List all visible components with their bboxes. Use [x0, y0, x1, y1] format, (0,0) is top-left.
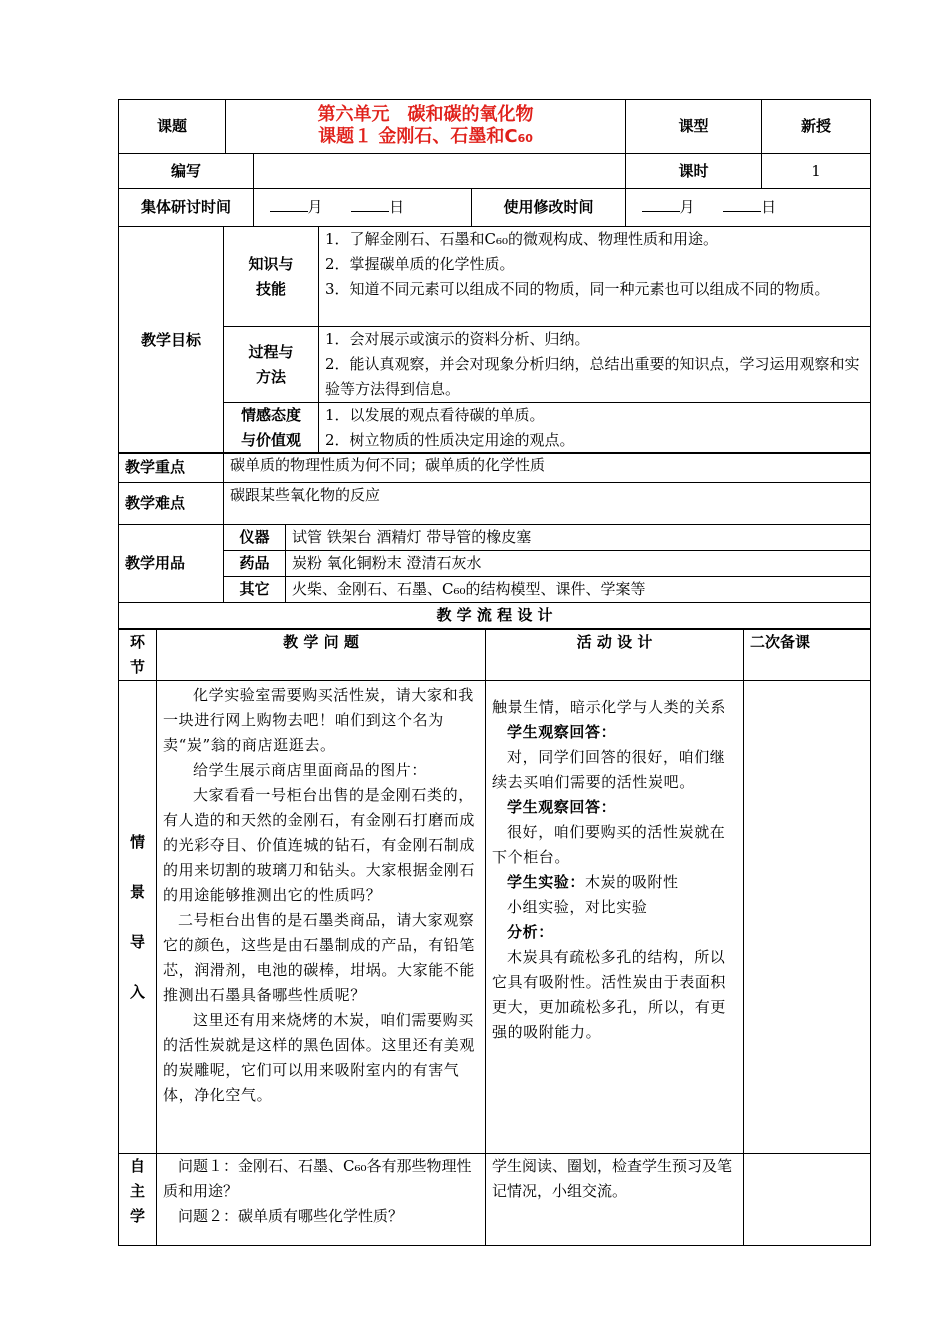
lesson-title-main: 课题１ 金刚石、石墨和C — [318, 125, 518, 147]
focus-table — [118, 452, 871, 629]
activity-text: 对，同学们回答的很好，咱们继续去买咱们需要的活性炭吧。 — [492, 748, 726, 791]
hours-value: 1 — [762, 154, 871, 189]
material-row-label: 仪器 — [224, 525, 286, 551]
course-label: 课题 — [119, 100, 226, 154]
day-text-2: 日 — [761, 198, 777, 216]
material-row-value: 试管 铁架台 酒精灯 带导管的橡皮塞 — [286, 525, 871, 551]
material-row-value: 炭粉 氧化铜粉末 澄清石灰水 — [286, 551, 871, 577]
knowledge-item: 3．知道不同元素可以组成不同的物质，同一种元素也可以组成不同的物质。 — [325, 280, 830, 298]
intro-para: 化学实验室需要购买活性炭，请大家和我一块进行网上购物去吧！咱们到这个名为卖“炭”翁的商店逛逛去。 — [163, 686, 474, 754]
material-row-value: 火柴、金刚石、石墨、C₆₀的结构模型、课件、学案等 — [286, 577, 871, 603]
intro-questions — [157, 681, 486, 1154]
intro-para: 二号柜台出售的是石墨类商品，请大家观察它的颜色，这些是由石墨制成的产品，有铅笔芯，润滑剂，电池的碳棒，坩埚。大家能不能推测出石墨具备哪些性质呢？ — [163, 911, 476, 1004]
material-row-label: 其它 — [224, 577, 286, 603]
emotion-item: 1．以发展的观点看待碳的单质。 — [325, 406, 545, 424]
flow-title: 教 学 流 程 设 计 — [119, 603, 871, 629]
lesson-title-sub: 60 — [517, 131, 533, 145]
unit-title: 第六单元 碳和碳的氧化物 — [317, 103, 534, 125]
discuss-time-value — [254, 189, 472, 227]
lesson-title — [226, 100, 626, 154]
stage-header-1: 环 — [129, 633, 145, 651]
knowledge-label-1: 知识与 — [248, 254, 294, 273]
knowledge-label — [224, 227, 319, 327]
emotion-item: 2．树立物质的性质决定用途的观点。 — [325, 431, 575, 449]
month-text-2: 月 — [679, 198, 695, 216]
focus-label: 教学重点 — [119, 453, 224, 483]
header-table — [118, 99, 871, 227]
self-study-stage — [119, 1154, 157, 1246]
month-blank — [270, 197, 308, 212]
materials-label: 教学用品 — [119, 525, 224, 603]
lesson-subtitle — [232, 126, 619, 150]
modify-time-value — [626, 189, 871, 227]
emotion-label-2: 与价值观 — [240, 431, 301, 449]
stage-char: 景 — [129, 883, 145, 901]
goals-label: 教学目标 — [119, 227, 224, 454]
activity-experiment — [492, 870, 737, 895]
intro-para: 给学生展示商店里面商品的图片： — [193, 761, 428, 779]
discuss-time-label: 集体研讨时间 — [119, 189, 254, 227]
process-label — [224, 327, 319, 403]
knowledge-item: 2．掌握碳单质的化学性质。 — [325, 255, 515, 273]
activity-label: 学生观察回答： — [507, 723, 617, 741]
day-blank-2 — [723, 197, 761, 212]
question-header: 教 学 问 题 — [157, 630, 486, 681]
process-label-2: 方法 — [255, 367, 286, 386]
modify-time-label: 使用修改时间 — [472, 189, 626, 227]
intro-para: 大家看看一号柜台出售的是金刚石类的，有人造的和天然的金刚石，有金刚石打磨而成的光彩夺目、价值连城的钻石，有金刚石制成的用来切割的玻璃刀和钻头。大家根据金刚石的用途能够推测出它的性质吗？ — [163, 786, 476, 904]
activity-text: 木炭具有疏松多孔的结构，所以它具有吸附性。活性炭由于表面积更大，更加疏松多孔，所以，有更强的吸附能力。 — [492, 948, 727, 1041]
day-text: 日 — [389, 198, 405, 216]
knowledge-items — [319, 227, 871, 327]
type-value: 新授 — [762, 100, 871, 154]
intro-activities — [486, 681, 744, 1154]
stage-char: 导 — [129, 933, 145, 951]
activity-label: 学生观察回答： — [507, 798, 617, 816]
hours-label: 课时 — [626, 154, 762, 189]
activity-text: 很好，咱们要购买的活性炭就在下个柜台。 — [492, 823, 726, 866]
emotion-items — [319, 403, 871, 454]
material-row-label: 药品 — [224, 551, 286, 577]
self-study-question: 问题２：碳单质有哪些化学性质？ — [178, 1207, 404, 1225]
process-items — [319, 327, 871, 403]
focus-value: 碳单质的物理性质为何不同；碳单质的化学性质 — [224, 453, 871, 483]
writer-value — [254, 154, 626, 189]
goals-table — [118, 226, 871, 454]
intro-para: 这里还有用来烧烤的木炭，咱们需要购买的活性炭就是这样的黑色固体。这里还有美观的炭雕呢，它们可以用来吸附室内的有害气体，净化空气。 — [163, 1011, 476, 1104]
emotion-label — [224, 403, 319, 454]
self-study-second-prep — [744, 1154, 871, 1246]
second-prep-header: 二次备课 — [744, 630, 871, 681]
activity-text: 小组实验，对比实验 — [507, 898, 648, 916]
stage-char: 主 — [129, 1182, 145, 1200]
stage-header — [119, 630, 157, 681]
stage-header-2: 节 — [129, 658, 145, 676]
month-text: 月 — [307, 198, 323, 216]
activity-text: 木炭的吸附性 — [585, 873, 679, 891]
difficulty-value: 碳跟某些氧化物的反应 — [224, 483, 871, 525]
stage-char: 学 — [129, 1207, 145, 1225]
stage-char: 自 — [129, 1157, 145, 1175]
intro-stage — [119, 681, 157, 1154]
intro-second-prep — [744, 681, 871, 1154]
emotion-label-1: 情感态度 — [240, 406, 301, 424]
activity-label: 学生实验： — [507, 873, 586, 891]
knowledge-label-2: 技能 — [255, 279, 286, 298]
type-label: 课型 — [626, 100, 762, 154]
writer-label: 编写 — [119, 154, 254, 189]
process-item: 1．会对展示或演示的资料分析、归纳。 — [325, 330, 590, 348]
knowledge-item: 1．了解金刚石、石墨和C₆₀的微观构成、物理性质和用途。 — [325, 230, 719, 248]
activity-text: 触景生情，暗示化学与人类的关系 — [492, 698, 727, 716]
process-label-1: 过程与 — [248, 342, 294, 361]
stage-char: 入 — [129, 983, 145, 1001]
stage-char: 情 — [129, 833, 145, 851]
difficulty-label: 教学难点 — [119, 483, 224, 525]
activity-header: 活 动 设 计 — [486, 630, 744, 681]
self-study-question: 问题１：金刚石、石墨、C₆₀各有那些物理性质和用途？ — [163, 1157, 472, 1200]
self-study-questions — [157, 1154, 486, 1246]
month-blank-2 — [642, 197, 680, 212]
process-item: 2．能认真观察，并会对现象分析归纳，总结出重要的知识点，学习运用观察和实验等方法得到信息。 — [325, 355, 860, 398]
self-study-activity: 学生阅读、圈划，检查学生预习及笔记情况，小组交流。 — [486, 1154, 744, 1246]
activity-label: 分析： — [507, 923, 554, 941]
day-blank — [351, 197, 389, 212]
flow-table — [118, 629, 871, 1246]
